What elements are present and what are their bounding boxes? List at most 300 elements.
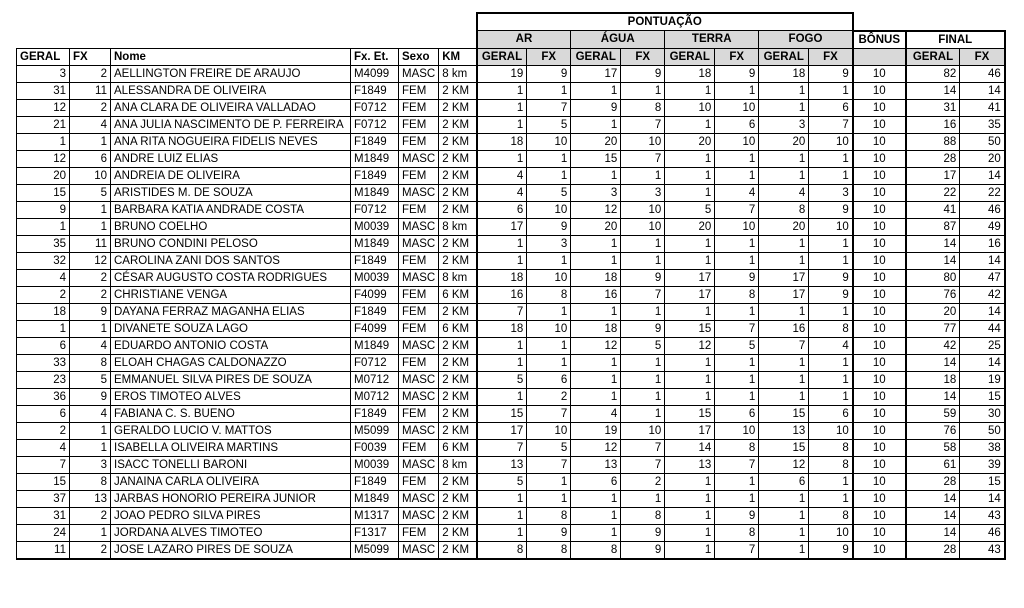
cell-ar-fx: 10 [527, 320, 571, 337]
cell-fogo-fx: 1 [809, 371, 853, 388]
cell-fx-et: F1849 [351, 133, 399, 150]
cell-final-geral: 41 [906, 201, 960, 218]
cell-km: 6 KM [439, 439, 477, 456]
cell-terra-fx: 7 [715, 201, 759, 218]
cell-terra-geral: 1 [665, 473, 715, 490]
cell-nome: ELOAH CHAGAS CALDONAZZO [111, 354, 351, 371]
cell-fogo-fx: 1 [809, 490, 853, 507]
cell-agua-geral: 18 [571, 269, 621, 286]
cell-final-geral: 61 [906, 456, 960, 473]
cell-km: 2 KM [439, 337, 477, 354]
cell-agua-fx: 1 [621, 252, 665, 269]
cell-fx-et: F0712 [351, 99, 399, 116]
cell-nome: EROS TIMOTEO ALVES [111, 388, 351, 405]
cell-km: 2 KM [439, 235, 477, 252]
cell-sexo: FEM [399, 524, 439, 541]
cell-fogo-fx: 4 [809, 337, 853, 354]
cell-km: 2 KM [439, 99, 477, 116]
cell-terra-geral: 10 [665, 99, 715, 116]
cell-bonus: 10 [853, 218, 906, 235]
cell-final-geral: 14 [906, 252, 960, 269]
cell-agua-fx: 9 [621, 524, 665, 541]
cell-terra-geral: 1 [665, 507, 715, 524]
cell-geral: 15 [17, 473, 70, 490]
cell-terra-geral: 17 [665, 269, 715, 286]
cell-fx-et: M5099 [351, 422, 399, 439]
cell-final-geral: 14 [906, 507, 960, 524]
cell-nome: ALESSANDRA DE OLIVEIRA [111, 82, 351, 99]
cell-km: 2 KM [439, 388, 477, 405]
cell-ar-geral: 16 [477, 286, 527, 303]
cell-agua-geral: 1 [571, 371, 621, 388]
cell-fx: 8 [70, 354, 111, 371]
cell-terra-fx: 5 [715, 337, 759, 354]
cell-geral: 6 [17, 337, 70, 354]
cell-fogo-geral: 12 [759, 456, 809, 473]
cell-agua-geral: 18 [571, 320, 621, 337]
table-row [17, 65, 1005, 82]
cell-nome: JARBAS HONORIO PEREIRA JUNIOR [111, 490, 351, 507]
cell-fogo-fx: 8 [809, 456, 853, 473]
cell-fx-et: F1317 [351, 524, 399, 541]
cell-bonus: 10 [853, 473, 906, 490]
cell-fx-et: M4099 [351, 65, 399, 82]
cell-agua-fx: 1 [621, 303, 665, 320]
cell-geral: 31 [17, 82, 70, 99]
cell-nome: CÉSAR AUGUSTO COSTA RODRIGUES [111, 269, 351, 286]
table-row [17, 490, 1005, 507]
cell-fx-et: M0039 [351, 456, 399, 473]
cell-sexo: MASC [399, 184, 439, 201]
cell-terra-fx: 1 [715, 252, 759, 269]
cell-geral: 7 [17, 456, 70, 473]
terra-fx-header: FX [715, 48, 759, 65]
cell-fogo-fx: 6 [809, 99, 853, 116]
cell-geral: 2 [17, 286, 70, 303]
cell-geral: 23 [17, 371, 70, 388]
cell-ar-fx: 1 [527, 167, 571, 184]
cell-nome: BRUNO COELHO [111, 218, 351, 235]
cell-ar-fx: 1 [527, 337, 571, 354]
cell-ar-geral: 1 [477, 82, 527, 99]
cell-agua-fx: 1 [621, 354, 665, 371]
cell-bonus: 10 [853, 167, 906, 184]
cell-agua-fx: 1 [621, 388, 665, 405]
cell-final-geral: 14 [906, 524, 960, 541]
cell-fogo-geral: 1 [759, 541, 809, 559]
cell-ar-fx: 5 [527, 116, 571, 133]
cell-final-fx: 46 [960, 65, 1005, 82]
cell-agua-fx: 1 [621, 371, 665, 388]
cell-ar-geral: 1 [477, 337, 527, 354]
cell-fx-et: F0712 [351, 201, 399, 218]
cell-km: 2 KM [439, 541, 477, 559]
cell-nome: JOSE LAZARO PIRES DE SOUZA [111, 541, 351, 559]
cell-bonus: 10 [853, 235, 906, 252]
cell-fx-et: F1849 [351, 167, 399, 184]
cell-final-geral: 14 [906, 354, 960, 371]
cell-agua-geral: 1 [571, 354, 621, 371]
table-row [17, 252, 1005, 269]
cell-terra-geral: 1 [665, 524, 715, 541]
cell-final-fx: 50 [960, 422, 1005, 439]
cell-bonus: 10 [853, 541, 906, 559]
agua-fx-header: FX [621, 48, 665, 65]
cell-sexo: FEM [399, 116, 439, 133]
cell-fogo-fx: 10 [809, 422, 853, 439]
cell-terra-geral: 1 [665, 235, 715, 252]
cell-fogo-geral: 17 [759, 269, 809, 286]
cell-agua-geral: 3 [571, 184, 621, 201]
cell-ar-fx: 7 [527, 456, 571, 473]
cell-terra-geral: 1 [665, 541, 715, 559]
cell-terra-fx: 7 [715, 541, 759, 559]
cell-ar-geral: 15 [477, 405, 527, 422]
cell-agua-fx: 9 [621, 320, 665, 337]
agua-geral-header: GERAL [571, 48, 621, 65]
cell-terra-fx: 1 [715, 371, 759, 388]
cell-final-fx: 20 [960, 150, 1005, 167]
fogo-fx-header: FX [809, 48, 853, 65]
cell-ar-geral: 1 [477, 490, 527, 507]
cell-fogo-geral: 15 [759, 405, 809, 422]
cell-ar-fx: 8 [527, 286, 571, 303]
cell-ar-geral: 5 [477, 371, 527, 388]
terra-geral-header: GERAL [665, 48, 715, 65]
cell-ar-fx: 10 [527, 422, 571, 439]
cell-bonus: 10 [853, 456, 906, 473]
cell-fx: 8 [70, 473, 111, 490]
cell-nome: ANA JULIA NASCIMENTO DE P. FERREIRA [111, 116, 351, 133]
cell-fx: 1 [70, 524, 111, 541]
table-row [17, 99, 1005, 116]
cell-geral: 4 [17, 439, 70, 456]
cell-fx: 1 [70, 439, 111, 456]
cell-agua-geral: 8 [571, 541, 621, 559]
cell-bonus: 10 [853, 337, 906, 354]
cell-nome: BRUNO CONDINI PELOSO [111, 235, 351, 252]
cell-terra-geral: 1 [665, 184, 715, 201]
cell-final-fx: 38 [960, 439, 1005, 456]
cell-agua-geral: 1 [571, 82, 621, 99]
cell-fogo-fx: 9 [809, 65, 853, 82]
cell-sexo: MASC [399, 150, 439, 167]
cell-ar-fx: 1 [527, 252, 571, 269]
cell-terra-geral: 17 [665, 422, 715, 439]
cell-nome: ISACC TONELLI BARONI [111, 456, 351, 473]
cell-terra-geral: 1 [665, 82, 715, 99]
cell-geral: 37 [17, 490, 70, 507]
cell-fogo-geral: 1 [759, 371, 809, 388]
cell-fogo-fx: 9 [809, 286, 853, 303]
cell-ar-fx: 3 [527, 235, 571, 252]
cell-km: 2 KM [439, 490, 477, 507]
cell-sexo: MASC [399, 456, 439, 473]
cell-terra-geral: 20 [665, 218, 715, 235]
cell-fogo-fx: 9 [809, 541, 853, 559]
cell-ar-fx: 10 [527, 269, 571, 286]
cell-fx-et: F1849 [351, 82, 399, 99]
cell-ar-geral: 7 [477, 439, 527, 456]
cell-fogo-fx: 10 [809, 524, 853, 541]
cell-km: 6 KM [439, 286, 477, 303]
cell-agua-fx: 1 [621, 235, 665, 252]
cell-ar-geral: 1 [477, 116, 527, 133]
table-row [17, 371, 1005, 388]
cell-final-fx: 14 [960, 303, 1005, 320]
cell-nome: JORDANA ALVES TIMOTEO [111, 524, 351, 541]
cell-ar-fx: 10 [527, 133, 571, 150]
cell-final-geral: 76 [906, 286, 960, 303]
cell-terra-geral: 1 [665, 167, 715, 184]
cell-sexo: FEM [399, 473, 439, 490]
cell-agua-fx: 8 [621, 99, 665, 116]
cell-agua-fx: 7 [621, 439, 665, 456]
cell-fx: 4 [70, 405, 111, 422]
cell-fx-et: M1849 [351, 150, 399, 167]
cell-km: 2 KM [439, 201, 477, 218]
cell-geral: 36 [17, 388, 70, 405]
terra-header: TERRA [665, 31, 759, 49]
table-row [17, 422, 1005, 439]
cell-final-geral: 16 [906, 116, 960, 133]
cell-agua-geral: 4 [571, 405, 621, 422]
cell-nome: EMMANUEL SILVA PIRES DE SOUZA [111, 371, 351, 388]
cell-bonus: 10 [853, 184, 906, 201]
cell-fx: 3 [70, 456, 111, 473]
cell-fogo-geral: 20 [759, 133, 809, 150]
cell-geral: 4 [17, 269, 70, 286]
cell-agua-fx: 1 [621, 82, 665, 99]
table-row [17, 405, 1005, 422]
cell-terra-geral: 15 [665, 320, 715, 337]
cell-final-fx: 14 [960, 82, 1005, 99]
cell-fogo-geral: 1 [759, 150, 809, 167]
table-row [17, 218, 1005, 235]
cell-final-geral: 28 [906, 541, 960, 559]
cell-fx-et: F1849 [351, 303, 399, 320]
cell-agua-geral: 1 [571, 303, 621, 320]
table-row [17, 150, 1005, 167]
cell-agua-geral: 1 [571, 252, 621, 269]
cell-geral: 3 [17, 65, 70, 82]
cell-ar-geral: 18 [477, 320, 527, 337]
cell-ar-geral: 7 [477, 303, 527, 320]
cell-fx: 1 [70, 422, 111, 439]
cell-terra-fx: 7 [715, 456, 759, 473]
cell-fogo-fx: 8 [809, 439, 853, 456]
cell-agua-fx: 10 [621, 201, 665, 218]
cell-terra-fx: 1 [715, 82, 759, 99]
col-nome: Nome [111, 48, 351, 65]
cell-terra-fx: 1 [715, 235, 759, 252]
cell-agua-fx: 1 [621, 405, 665, 422]
cell-ar-fx: 7 [527, 99, 571, 116]
cell-nome: JOAO PEDRO SILVA PIRES [111, 507, 351, 524]
cell-ar-geral: 1 [477, 99, 527, 116]
cell-km: 2 KM [439, 184, 477, 201]
cell-final-fx: 15 [960, 388, 1005, 405]
cell-agua-fx: 9 [621, 65, 665, 82]
cell-final-geral: 76 [906, 422, 960, 439]
cell-terra-fx: 1 [715, 150, 759, 167]
cell-terra-geral: 1 [665, 116, 715, 133]
cell-final-fx: 14 [960, 252, 1005, 269]
cell-fx-et: F1849 [351, 405, 399, 422]
cell-km: 2 KM [439, 524, 477, 541]
cell-km: 2 KM [439, 150, 477, 167]
cell-final-fx: 42 [960, 286, 1005, 303]
cell-geral: 18 [17, 303, 70, 320]
cell-ar-fx: 1 [527, 150, 571, 167]
cell-terra-fx: 6 [715, 405, 759, 422]
cell-agua-fx: 1 [621, 490, 665, 507]
table-row [17, 337, 1005, 354]
cell-terra-fx: 10 [715, 133, 759, 150]
cell-fogo-fx: 1 [809, 82, 853, 99]
cell-ar-fx: 9 [527, 218, 571, 235]
cell-nome: FABIANA C. S. BUENO [111, 405, 351, 422]
cell-nome: JANAINA CARLA OLIVEIRA [111, 473, 351, 490]
table-row [17, 439, 1005, 456]
cell-terra-fx: 6 [715, 116, 759, 133]
cell-fx-et: M0712 [351, 371, 399, 388]
table-row [17, 507, 1005, 524]
cell-sexo: FEM [399, 303, 439, 320]
cell-bonus: 10 [853, 303, 906, 320]
cell-fx: 11 [70, 82, 111, 99]
cell-sexo: MASC [399, 65, 439, 82]
cell-ar-fx: 5 [527, 184, 571, 201]
cell-km: 2 KM [439, 133, 477, 150]
cell-bonus: 10 [853, 133, 906, 150]
cell-final-fx: 39 [960, 456, 1005, 473]
cell-fogo-fx: 7 [809, 116, 853, 133]
cell-final-geral: 42 [906, 337, 960, 354]
table-row [17, 116, 1005, 133]
cell-geral: 21 [17, 116, 70, 133]
cell-geral: 33 [17, 354, 70, 371]
cell-nome: ARISTIDES M. DE SOUZA [111, 184, 351, 201]
cell-agua-fx: 10 [621, 133, 665, 150]
cell-agua-fx: 3 [621, 184, 665, 201]
cell-km: 2 KM [439, 507, 477, 524]
cell-ar-fx: 1 [527, 354, 571, 371]
cell-fx-et: M0039 [351, 218, 399, 235]
cell-fogo-fx: 1 [809, 354, 853, 371]
cell-terra-fx: 8 [715, 524, 759, 541]
cell-ar-geral: 1 [477, 388, 527, 405]
cell-fogo-geral: 6 [759, 473, 809, 490]
cell-terra-geral: 15 [665, 405, 715, 422]
cell-final-fx: 14 [960, 354, 1005, 371]
cell-fogo-fx: 1 [809, 473, 853, 490]
cell-fogo-fx: 1 [809, 303, 853, 320]
header-row-2 [17, 31, 1005, 49]
cell-ar-geral: 13 [477, 456, 527, 473]
cell-final-fx: 22 [960, 184, 1005, 201]
cell-fx: 1 [70, 218, 111, 235]
cell-agua-fx: 9 [621, 269, 665, 286]
final-fx-header: FX [960, 48, 1005, 65]
cell-terra-fx: 1 [715, 490, 759, 507]
cell-final-geral: 14 [906, 490, 960, 507]
cell-fx: 1 [70, 133, 111, 150]
col-fx: FX [70, 48, 111, 65]
cell-agua-fx: 5 [621, 337, 665, 354]
cell-fx-et: M0712 [351, 388, 399, 405]
cell-agua-fx: 7 [621, 286, 665, 303]
cell-bonus: 10 [853, 490, 906, 507]
cell-nome: GERALDO LUCIO V. MATTOS [111, 422, 351, 439]
cell-geral: 24 [17, 524, 70, 541]
col-km: KM [439, 48, 477, 65]
final-geral-header: GERAL [906, 48, 960, 65]
cell-ar-fx: 1 [527, 82, 571, 99]
cell-agua-geral: 1 [571, 490, 621, 507]
cell-agua-geral: 17 [571, 65, 621, 82]
cell-final-fx: 50 [960, 133, 1005, 150]
cell-terra-geral: 20 [665, 133, 715, 150]
cell-agua-geral: 20 [571, 133, 621, 150]
table-row [17, 286, 1005, 303]
cell-sexo: FEM [399, 167, 439, 184]
cell-fogo-fx: 8 [809, 507, 853, 524]
cell-bonus: 10 [853, 371, 906, 388]
cell-fogo-geral: 8 [759, 201, 809, 218]
cell-ar-fx: 1 [527, 490, 571, 507]
cell-fx-et: F0712 [351, 354, 399, 371]
cell-nome: DIVANETE SOUZA LAGO [111, 320, 351, 337]
cell-geral: 1 [17, 133, 70, 150]
cell-sexo: FEM [399, 201, 439, 218]
cell-terra-fx: 8 [715, 286, 759, 303]
cell-final-geral: 18 [906, 371, 960, 388]
cell-nome: CAROLINA ZANI DOS SANTOS [111, 252, 351, 269]
table-row [17, 167, 1005, 184]
cell-nome: ISABELLA OLIVEIRA MARTINS [111, 439, 351, 456]
cell-fogo-geral: 13 [759, 422, 809, 439]
cell-final-fx: 14 [960, 167, 1005, 184]
cell-ar-fx: 7 [527, 405, 571, 422]
fogo-geral-header: GERAL [759, 48, 809, 65]
table-row [17, 354, 1005, 371]
table-row [17, 473, 1005, 490]
cell-final-geral: 14 [906, 82, 960, 99]
cell-terra-geral: 1 [665, 252, 715, 269]
cell-fx-et: F4099 [351, 320, 399, 337]
cell-agua-fx: 2 [621, 473, 665, 490]
cell-ar-fx: 9 [527, 524, 571, 541]
cell-fogo-geral: 1 [759, 303, 809, 320]
cell-final-fx: 19 [960, 371, 1005, 388]
cell-fx-et: F0712 [351, 116, 399, 133]
table-row [17, 541, 1005, 559]
cell-nome: CHRISTIANE VENGA [111, 286, 351, 303]
cell-fogo-geral: 1 [759, 524, 809, 541]
cell-fx: 5 [70, 184, 111, 201]
cell-ar-geral: 1 [477, 524, 527, 541]
cell-sexo: FEM [399, 82, 439, 99]
cell-fogo-geral: 1 [759, 252, 809, 269]
cell-geral: 35 [17, 235, 70, 252]
cell-fogo-fx: 1 [809, 388, 853, 405]
cell-nome: ANA RITA NOGUEIRA FIDELIS NEVES [111, 133, 351, 150]
cell-sexo: FEM [399, 320, 439, 337]
cell-bonus: 10 [853, 422, 906, 439]
cell-km: 8 km [439, 456, 477, 473]
table-row [17, 269, 1005, 286]
